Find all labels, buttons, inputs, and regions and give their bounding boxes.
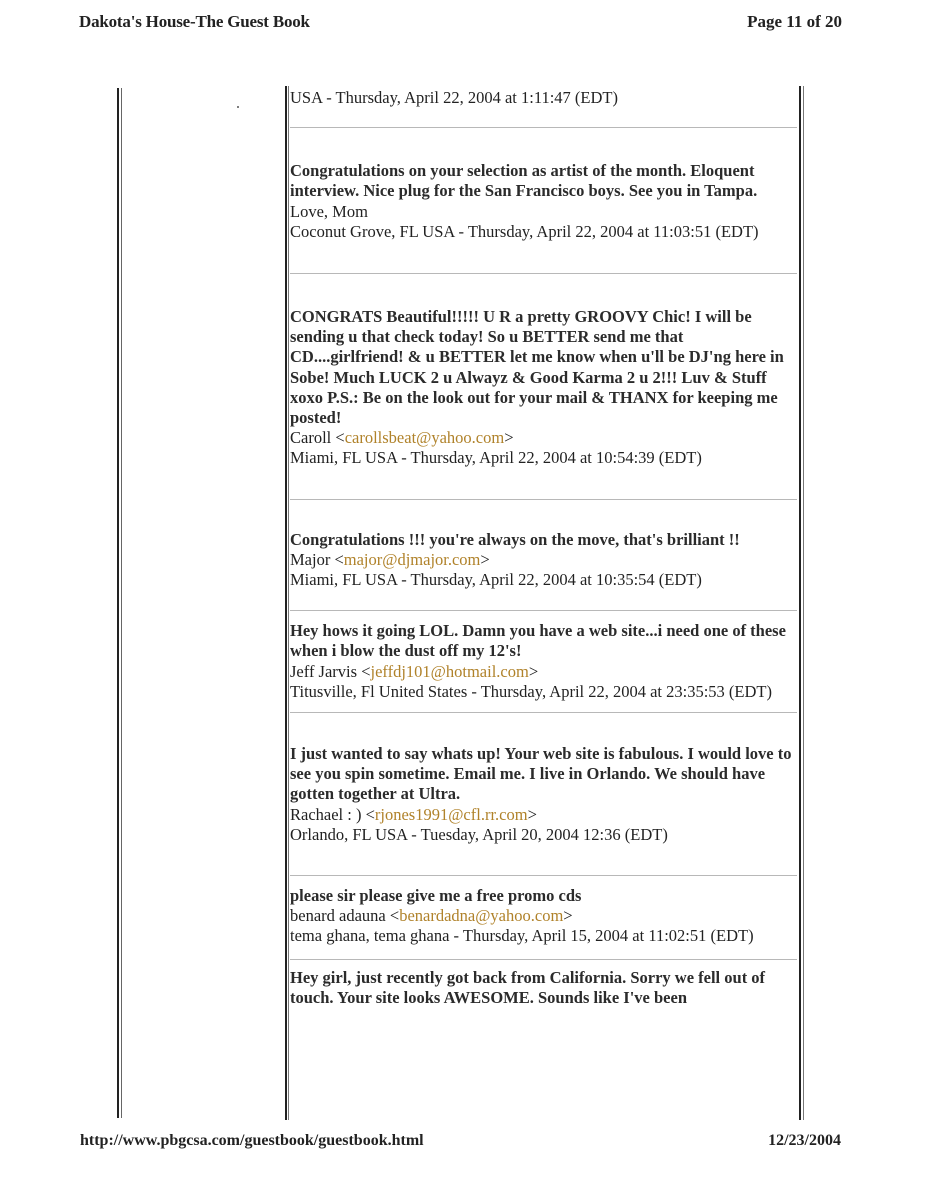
entry-message: Congratulations !!! you're always on the move, that's brilliant !! — [290, 529, 740, 549]
entry-author: Jeff Jarvis <jeffdj101@hotmail.com> — [290, 661, 539, 681]
left-outer-border — [117, 88, 119, 1118]
entry-author: Love, Mom — [290, 201, 368, 221]
entry-separator — [290, 875, 797, 876]
entry-author-name: Major — [290, 549, 331, 569]
entry-author: Rachael : ) <rjones1991@cfl.rr.com> — [290, 804, 537, 824]
entry-separator — [290, 127, 797, 128]
scan-speck — [237, 106, 239, 108]
entry-message: Congratulations on your selection as artist of the month. Eloquent interview. Nice plug for the San Francisco boys. See you in Tampa. — [290, 161, 758, 201]
guestbook-entry — [290, 161, 797, 242]
entry-location-date: Orlando, FL USA - Tuesday, April 20, 2004 12:36 (EDT) — [290, 824, 668, 844]
content-left-border — [285, 86, 287, 1120]
guestbook-column — [290, 86, 797, 1116]
document-title: Dakota's House-The Guest Book — [79, 12, 310, 31]
entry-location-date: Titusville, Fl United States - Thursday, April 22, 2004 at 23:35:53 (EDT) — [290, 681, 772, 701]
guestbook-entry — [290, 307, 797, 469]
entry-author-name: benard adauna — [290, 906, 386, 926]
previous-entry-tail: USA - Thursday, April 22, 2004 at 1:11:47 (EDT) — [290, 88, 618, 107]
entry-message: Hey girl, just recently got back from California. Sorry we fell out of touch. Your site looks AWESOME. Sounds like I've been — [290, 967, 766, 1007]
entry-email-link[interactable]: major@djmajor.com — [343, 549, 481, 569]
footer-url: http://www.pbgcsa.com/guestbook/guestbook.html — [80, 1132, 424, 1149]
entry-location-date: Miami, FL USA - Thursday, April 22, 2004 at 10:35:54 (EDT) — [290, 570, 702, 590]
entry-separator — [290, 273, 797, 274]
guestbook-entry — [290, 886, 797, 947]
entry-separator — [290, 499, 797, 500]
entry-author-name: Jeff Jarvis — [290, 661, 358, 681]
guestbook-entry — [290, 530, 797, 591]
content-left-border-inner — [288, 86, 289, 1120]
entry-author-name: Rachael : ) — [290, 804, 362, 824]
entry-email-link[interactable]: rjones1991@cfl.rr.com — [374, 804, 528, 824]
left-outer-border-inner — [121, 88, 122, 1118]
entry-author-name: Caroll — [290, 428, 332, 448]
entry-separator — [290, 712, 797, 713]
entry-separator — [290, 959, 797, 960]
entry-email-link[interactable]: carollsbeat@yahoo.com — [344, 428, 505, 448]
guestbook-entry — [290, 621, 797, 702]
footer-date: 12/23/2004 — [768, 1132, 841, 1149]
entry-message: please sir please give me a free promo cds — [290, 886, 582, 906]
guestbook-entry — [290, 744, 797, 845]
entry-location-date: Miami, FL USA - Thursday, April 22, 2004 at 10:54:39 (EDT) — [290, 448, 702, 468]
entry-separator — [290, 610, 797, 611]
content-right-border-inner — [803, 86, 804, 1120]
page-number: Page 11 of 20 — [747, 12, 842, 31]
guestbook-entry — [290, 968, 797, 1008]
entry-author: Major <major@djmajor.com> — [290, 549, 490, 569]
entry-message: I just wanted to say whats up! Your web site is fabulous. I would love to see you spin sometime. Email me. I live in Orlando. We should have gotten together at Ultra. — [290, 744, 792, 804]
entry-location-date: tema ghana, tema ghana - Thursday, April 15, 2004 at 11:02:51 (EDT) — [290, 926, 754, 946]
content-right-border — [799, 86, 801, 1120]
entry-author: Caroll <carollsbeat@yahoo.com> — [290, 428, 514, 448]
entry-message: Hey hows it going LOL. Damn you have a web site...i need one of these when i blow the dust off my 12's! — [290, 621, 786, 661]
entry-message: CONGRATS Beautiful!!!!! U R a pretty GROOVY Chic! I will be sending u that check today! So u BETTER send me that CD....girlfriend! & u BETTER let me know when u'll be DJ'ng here in Sobe! Much LUCK 2 u Alwayz & Good Karma 2 u 2!!! Luv & Stuff xoxo P.S.: Be on the look out for your mail & THANX for keeping me posted! — [290, 307, 784, 428]
entry-email-link[interactable]: jeffdj101@hotmail.com — [370, 661, 529, 681]
entry-author: benard adauna <benardadna@yahoo.com> — [290, 906, 573, 926]
entry-location-date: Coconut Grove, FL USA - Thursday, April 22, 2004 at 11:03:51 (EDT) — [290, 221, 759, 241]
entry-email-link[interactable]: benardadna@yahoo.com — [399, 906, 564, 926]
